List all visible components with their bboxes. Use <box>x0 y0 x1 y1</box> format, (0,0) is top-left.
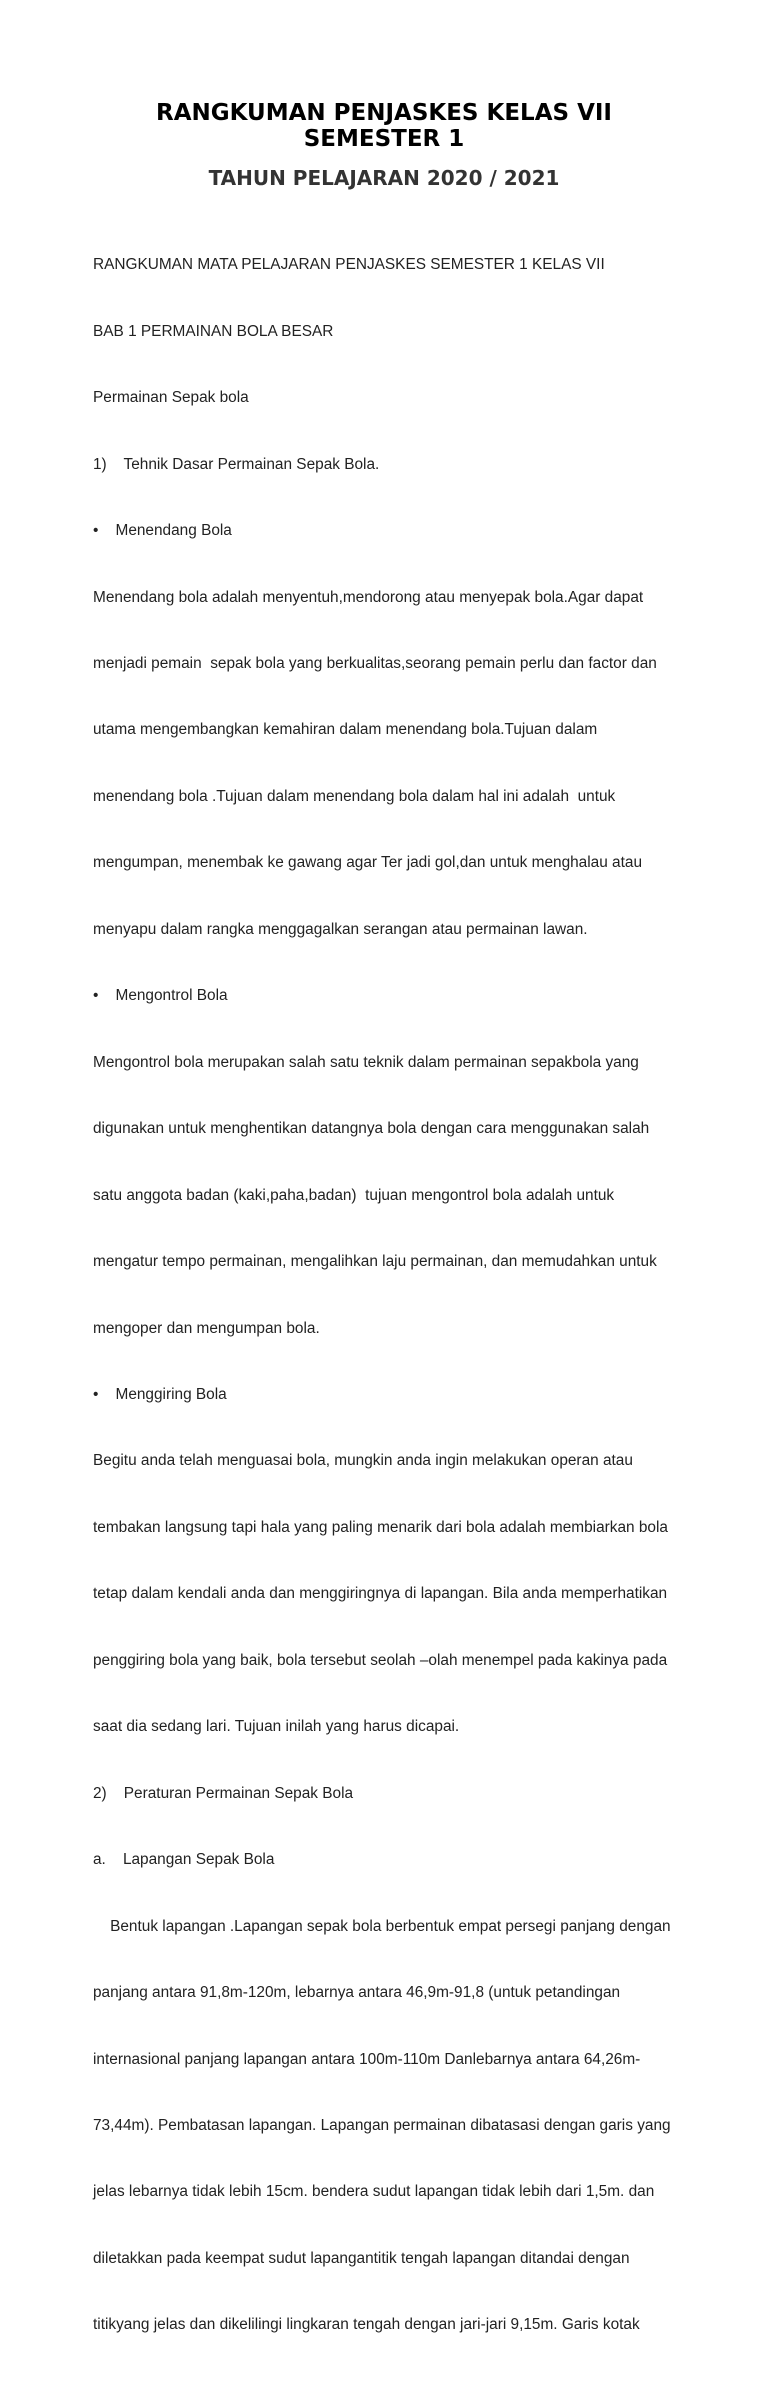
body-line: 2) Peraturan Permainan Sepak Bola <box>93 1784 354 1802</box>
body-line: RANGKUMAN MATA PELAJARAN PENJASKES SEMESTER 1 KELAS VII <box>93 256 605 274</box>
body-line: Begitu anda telah menguasai bola, mungkin anda ingin melakukan operan atau <box>93 1452 633 1470</box>
body-line: tembakan langsung tapi hala yang paling menarik dari bola adalah membiarkan bola <box>93 1518 668 1536</box>
body-line: • Mengontrol Bola <box>93 987 228 1005</box>
body-line: 73,44m). Pembatasan lapangan. Lapangan permainan dibatasasi dengan garis yang <box>93 2117 671 2134</box>
document-title-line-2: SEMESTER 1 <box>303 126 465 152</box>
body-line: • Menendang Bola <box>93 522 232 540</box>
body-line: BAB 1 PERMAINAN BOLA BESAR <box>93 322 334 340</box>
body-line: menyapu dalam rangka menggagalkan serangan atau permainan lawan. <box>93 920 588 938</box>
body-line: diletakkan pada keempat sudut lapangantitik tengah lapangan ditandai dengan <box>93 2249 630 2267</box>
body-line: utama mengembangkan kemahiran dalam menendang bola.Tujuan dalam <box>93 721 598 739</box>
body-line: menjadi pemain sepak bola yang berkualitas,seorang pemain perlu dan factor dan <box>93 655 657 673</box>
body-line: tetap dalam kendali anda dan menggiringnya di lapangan. Bila anda memperhatikan <box>93 1585 668 1603</box>
body-line: penggiring bola yang baik, bola tersebut seolah –olah menempel pada kakinya pada <box>93 1651 668 1669</box>
document-subtitle: TAHUN PELAJARAN 2020 / 2021 <box>208 166 560 190</box>
body-line: • Menggiring Bola <box>93 1386 227 1404</box>
body-line: titikyang jelas dan dikelilingi lingkaran tengah dengan jari-jari 9,15m. Garis kotak <box>93 2316 640 2334</box>
body-line: mengatur tempo permainan, mengalihkan laju permainan, dan memudahkan untuk <box>93 1253 657 1271</box>
document-body <box>93 210 693 2381</box>
body-line: Permainan Sepak bola <box>93 389 249 407</box>
body-line: internasional panjang lapangan antara 100m-110m Danlebarnya antara 64,26m- <box>93 2050 641 2068</box>
body-line: jelas lebarnya tidak lebih 15cm. bendera sudut lapangan tidak lebih dari 1,5m. dan <box>93 2183 655 2201</box>
body-line: mengumpan, menembak ke gawang agar Ter jadi gol,dan untuk menghalau atau <box>93 854 643 872</box>
body-line: saat dia sedang lari. Tujuan inilah yang harus dicapai. <box>93 1718 460 1736</box>
body-line: digunakan untuk menghentikan datangnya bola dengan cara menggunakan salah <box>93 1120 650 1138</box>
body-line: mengoper dan mengumpan bola. <box>93 1319 320 1337</box>
body-line: panjang antara 91,8m-120m, lebarnya antara 46,9m-91,8 (untuk petandingan <box>93 1984 621 2002</box>
body-line: 1) Tehnik Dasar Permainan Sepak Bola. <box>93 455 380 473</box>
body-line: a. Lapangan Sepak Bola <box>93 1851 275 1869</box>
document-title-line-1: RANGKUMAN PENJASKES KELAS VII <box>155 100 612 126</box>
body-line: Menendang bola adalah menyentuh,mendorong atau menyepak bola.Agar dapat <box>93 588 644 606</box>
body-line: menendang bola .Tujuan dalam menendang bola dalam hal ini adalah untuk <box>93 787 616 805</box>
body-line: satu anggota badan (kaki,paha,badan) tujuan mengontrol bola adalah untuk <box>93 1186 615 1204</box>
body-line: Bentuk lapangan .Lapangan sepak bola berbentuk empat persegi panjang dengan <box>93 1917 671 1935</box>
body-line: Mengontrol bola merupakan salah satu teknik dalam permainan sepakbola yang <box>93 1053 639 1071</box>
